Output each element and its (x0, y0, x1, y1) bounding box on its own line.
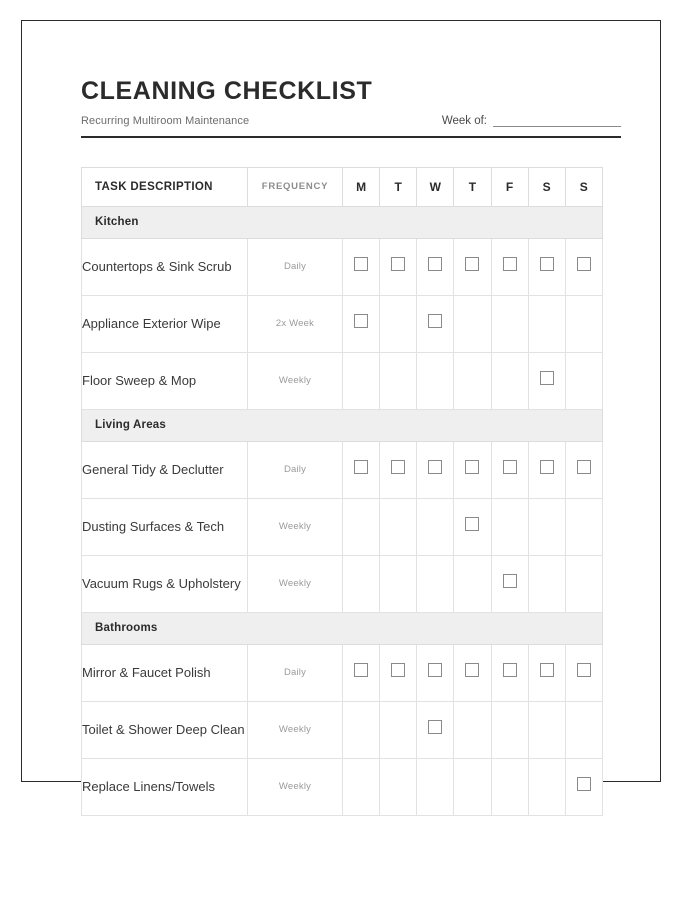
frequency-cell: Weekly (248, 498, 343, 555)
section-header-row (82, 206, 603, 238)
task-checkbox[interactable] (540, 663, 554, 677)
frequency-cell: Daily (248, 644, 343, 701)
task-checkbox[interactable] (465, 460, 479, 474)
day-cell-sunday (565, 295, 602, 352)
table-body (82, 206, 603, 815)
week-of-label: Week of: (441, 114, 487, 127)
table-row (82, 701, 603, 758)
column-header-day-monday: M (343, 167, 380, 206)
day-cell-friday[interactable] (491, 555, 528, 612)
task-checkbox[interactable] (391, 663, 405, 677)
task-checkbox[interactable] (428, 720, 442, 734)
frequency-cell: Daily (248, 238, 343, 295)
day-cell-tuesday[interactable] (380, 644, 417, 701)
day-cell-friday[interactable] (491, 441, 528, 498)
task-description-cell: Dusting Surfaces & Tech (82, 498, 248, 555)
day-cell-tuesday (380, 498, 417, 555)
task-checkbox[interactable] (391, 257, 405, 271)
day-cell-tuesday (380, 295, 417, 352)
day-cell-sunday (565, 701, 602, 758)
day-cell-wednesday[interactable] (417, 701, 454, 758)
task-description-cell: General Tidy & Declutter (82, 441, 248, 498)
frequency-cell: Weekly (248, 701, 343, 758)
day-cell-saturday[interactable] (528, 352, 565, 409)
frequency-cell: Daily (248, 441, 343, 498)
day-cell-tuesday[interactable] (380, 238, 417, 295)
day-cell-tuesday[interactable] (380, 441, 417, 498)
day-cell-tuesday (380, 701, 417, 758)
day-cell-thursday (454, 352, 491, 409)
day-cell-sunday (565, 498, 602, 555)
day-cell-monday (343, 498, 380, 555)
task-description-cell: Vacuum Rugs & Upholstery (82, 555, 248, 612)
day-cell-saturday[interactable] (528, 238, 565, 295)
day-cell-wednesday[interactable] (417, 644, 454, 701)
task-checkbox[interactable] (540, 371, 554, 385)
day-cell-friday[interactable] (491, 238, 528, 295)
day-cell-wednesday[interactable] (417, 238, 454, 295)
task-checkbox[interactable] (503, 257, 517, 271)
day-cell-sunday[interactable] (565, 238, 602, 295)
frequency-cell: Weekly (248, 758, 343, 815)
task-description-cell: Countertops & Sink Scrub (82, 238, 248, 295)
day-cell-wednesday (417, 555, 454, 612)
section-header-row (82, 612, 603, 644)
column-header-day-friday: F (491, 167, 528, 206)
task-checkbox[interactable] (354, 314, 368, 328)
column-header-day-sunday: S (565, 167, 602, 206)
table-head (82, 167, 603, 206)
day-cell-wednesday[interactable] (417, 295, 454, 352)
task-checkbox[interactable] (577, 663, 591, 677)
day-cell-saturday[interactable] (528, 441, 565, 498)
task-checkbox[interactable] (577, 257, 591, 271)
checklist-table-wrapper (81, 167, 602, 816)
day-cell-friday (491, 295, 528, 352)
page-content (22, 21, 659, 816)
column-header-day-saturday: S (528, 167, 565, 206)
task-checkbox[interactable] (577, 777, 591, 791)
day-cell-sunday (565, 352, 602, 409)
day-cell-wednesday (417, 352, 454, 409)
table-row (82, 352, 603, 409)
table-row (82, 441, 603, 498)
day-cell-saturday (528, 758, 565, 815)
day-cell-thursday (454, 758, 491, 815)
task-checkbox[interactable] (428, 460, 442, 474)
table-row (82, 758, 603, 815)
day-cell-thursday (454, 701, 491, 758)
header-divider (81, 136, 621, 138)
day-cell-thursday[interactable] (454, 238, 491, 295)
column-header-task: TASK DESCRIPTION (82, 167, 248, 206)
frequency-cell: Weekly (248, 352, 343, 409)
task-checkbox[interactable] (503, 574, 517, 588)
table-header-row (82, 167, 603, 206)
day-cell-friday (491, 498, 528, 555)
section-title: Bathrooms (82, 612, 603, 644)
document-header (22, 21, 659, 127)
day-cell-saturday[interactable] (528, 644, 565, 701)
task-checkbox[interactable] (391, 460, 405, 474)
section-header-row (82, 409, 603, 441)
task-checkbox[interactable] (428, 314, 442, 328)
day-cell-sunday[interactable] (565, 758, 602, 815)
table-row (82, 644, 603, 701)
task-checkbox[interactable] (540, 257, 554, 271)
checklist-table (81, 167, 603, 816)
column-header-frequency: FREQUENCY (248, 167, 343, 206)
task-description-cell: Floor Sweep & Mop (82, 352, 248, 409)
day-cell-wednesday (417, 498, 454, 555)
task-checkbox[interactable] (503, 663, 517, 677)
week-of-input-line[interactable] (493, 115, 621, 127)
table-row (82, 555, 603, 612)
day-cell-thursday[interactable] (454, 644, 491, 701)
task-checkbox[interactable] (465, 257, 479, 271)
task-checkbox[interactable] (540, 460, 554, 474)
week-of-field[interactable] (442, 115, 622, 127)
day-cell-sunday[interactable] (565, 441, 602, 498)
task-description-cell: Appliance Exterior Wipe (82, 295, 248, 352)
task-checkbox[interactable] (465, 663, 479, 677)
day-cell-sunday (565, 555, 602, 612)
title-row (81, 77, 622, 106)
day-cell-wednesday[interactable] (417, 441, 454, 498)
section-title: Kitchen (82, 206, 603, 238)
day-cell-sunday[interactable] (565, 644, 602, 701)
day-cell-saturday (528, 498, 565, 555)
task-checkbox[interactable] (503, 460, 517, 474)
day-cell-monday[interactable] (343, 644, 380, 701)
table-row (82, 498, 603, 555)
day-cell-thursday[interactable] (454, 441, 491, 498)
page-sheet (21, 20, 661, 795)
day-cell-thursday (454, 295, 491, 352)
section-title: Living Areas (82, 409, 603, 441)
day-cell-monday (343, 758, 380, 815)
day-cell-monday[interactable] (343, 238, 380, 295)
document-subtitle: Recurring Multiroom Maintenance (81, 114, 250, 127)
task-checkbox[interactable] (354, 460, 368, 474)
frequency-cell: Weekly (248, 555, 343, 612)
day-cell-friday (491, 758, 528, 815)
day-cell-thursday (454, 555, 491, 612)
task-description-cell: Mirror & Faucet Polish (82, 644, 248, 701)
task-checkbox[interactable] (465, 517, 479, 531)
day-cell-monday[interactable] (343, 441, 380, 498)
task-checkbox[interactable] (428, 663, 442, 677)
day-cell-thursday[interactable] (454, 498, 491, 555)
task-checkbox[interactable] (354, 663, 368, 677)
task-description-cell: Replace Linens/Towels (82, 758, 248, 815)
task-checkbox[interactable] (428, 257, 442, 271)
day-cell-friday (491, 701, 528, 758)
column-header-day-tuesday: T (380, 167, 417, 206)
frequency-cell: 2x Week (248, 295, 343, 352)
day-cell-friday[interactable] (491, 644, 528, 701)
subtitle-row (81, 115, 622, 127)
day-cell-saturday (528, 555, 565, 612)
day-cell-saturday (528, 701, 565, 758)
day-cell-friday (491, 352, 528, 409)
day-cell-monday (343, 352, 380, 409)
task-checkbox[interactable] (354, 257, 368, 271)
day-cell-monday (343, 701, 380, 758)
task-checkbox[interactable] (577, 460, 591, 474)
day-cell-monday (343, 555, 380, 612)
table-row (82, 238, 603, 295)
day-cell-tuesday (380, 555, 417, 612)
day-cell-wednesday (417, 758, 454, 815)
day-cell-monday[interactable] (343, 295, 380, 352)
day-cell-tuesday (380, 352, 417, 409)
task-description-cell: Toilet & Shower Deep Clean (82, 701, 248, 758)
column-header-day-wednesday: W (417, 167, 454, 206)
page-title: CLEANING CHECKLIST (81, 77, 373, 105)
table-row (82, 295, 603, 352)
day-cell-tuesday (380, 758, 417, 815)
column-header-day-thursday: T (454, 167, 491, 206)
day-cell-saturday (528, 295, 565, 352)
